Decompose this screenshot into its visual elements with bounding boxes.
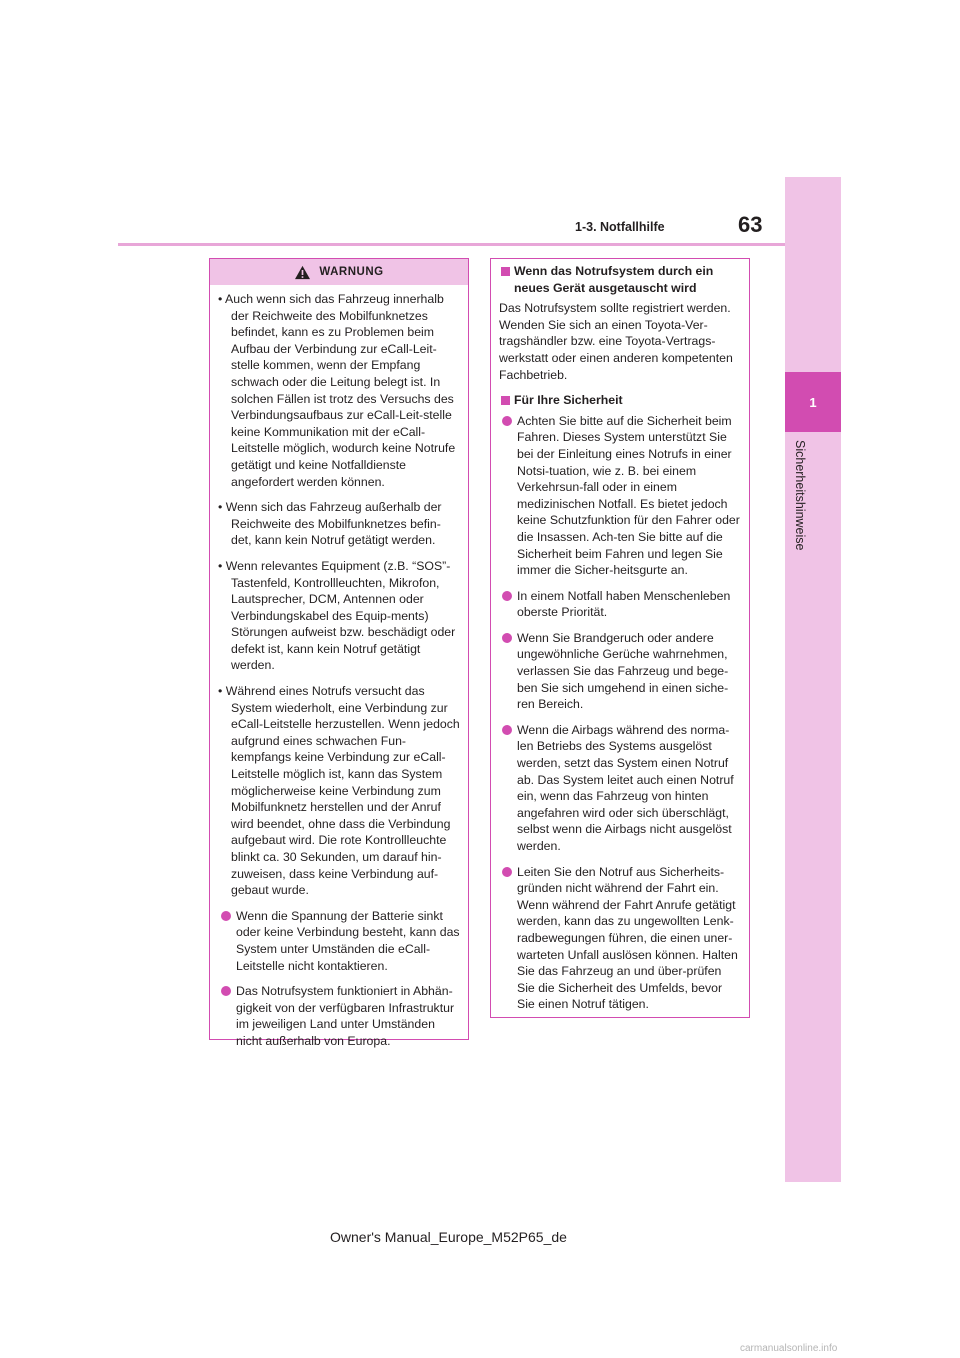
- info-section-heading: Wenn das Notrufsystem durch ein neues Gerät ausgetauscht wird: [499, 263, 740, 296]
- warning-box: [209, 258, 469, 1048]
- warning-dash-item: • Auch wenn sich das Fahrzeug innerhalb der Reichweite des Mobilfunknetzes befindet, kann es zu Problemen beim Aufbau der Verbindung zur eCall-Leit-stelle kommen, wenn der Empfang schwach oder die Leitung belegt ist. In solchen Fällen ist trotz des Versuchs des Verbindungsaufbaus zur eCall-Leit-stelle keine Kommunikation mit der eCall-Leitstelle möglich, wodurch keine Notrufe getätigt und keine Notfalldienste angefordert werden können.: [218, 292, 456, 489]
- info-dot-item: Leiten Sie den Notruf aus Sicherheits-gründen nicht während der Fahrt ein. Wenn während der Fahrt Anrufe getätigt werden, kann das zu ungewollten Lenk-radbewegungen führen, die einen uner-warteten Unfall auslösen können. Halten Sie das Fahrzeug an und über-prüfen Sie die Sicherheit des Umfelds, bevor Sie einen Notruf tätigen.: [499, 864, 740, 1013]
- info-dot-item: Wenn die Airbags während des norma-len Betriebs des Systems ausgelöst werden, setzt das System einen Notruf ab. Das System leitet auch einen Notruf ein, wenn das Fahrzeug von hinten angefahren wird oder sich überschlägt, selbst wenn die Airbags nicht ausgelöst werden.: [499, 722, 740, 855]
- info-box: [490, 258, 750, 1018]
- footer-text: Owner's Manual_Europe_M52P65_de: [330, 1229, 567, 1245]
- info-section-text: Das Notrufsystem sollte registriert werden. Wenden Sie sich an einen Toyota-Ver-tragshändler bzw. eine Toyota-Vertrags-werkstatt oder einen anderen kompetenten Fachbetrieb.: [499, 301, 733, 382]
- page-number: 63: [738, 212, 763, 237]
- warning-title: WARNUNG: [319, 266, 384, 278]
- side-tab-label: Sicherheitshinweise: [793, 440, 807, 551]
- section-title: 1-3. Notfallhilfe: [575, 220, 665, 234]
- header-rule: [118, 243, 785, 246]
- warning-body: [210, 285, 468, 1050]
- info-dot-item: In einem Notfall haben Menschenleben oberste Priorität.: [499, 588, 740, 621]
- side-tab: [785, 177, 841, 1182]
- warning-dash-item: • Wenn relevantes Equipment (z.B. “SOS”-Tastenfeld, Kontrollleuchten, Mikrofon, Lautsprecher, DCM, Antennen oder Verbindungskabel des Equip-ments) Störungen aufweist bzw. beschädigt oder defekt ist, kann kein Notruf getätigt werden.: [218, 558, 456, 673]
- warning-header: [210, 259, 468, 285]
- info-section-heading: Für Ihre Sicherheit: [499, 392, 740, 409]
- warning-dash-item: • Während eines Notrufs versucht das System wiederholt, eine Verbindung zur eCall-Leitstelle herzustellen. Wenn jedoch aufgrund eines schwachen Fun-kempfangs keine Verbindung zur eCall-Leitstelle möglich ist, kann das System möglicherweise keine Verbindung zum Mobilfunknetz herstellen und der Anruf wird beendet, ohne dass die Verbindung aufgebaut wird. Die rote Kontrollleuchte blinkt ca. 30 Sekunden, um darauf hin-zuweisen, dass keine Verbindung auf-gebaut wurde.: [218, 684, 460, 898]
- info-dot-item: Achten Sie bitte auf die Sicherheit beim Fahren. Dieses System unterstützt Sie bei der Einleitung eines Notrufs in einer Notsi-tuation, wie z. B. bei einem Verkehrsun-fall oder in einem medizinischen Notfall. Es bietet jedoch keine Schutzfunktion für den Fahrer oder die Insassen. Ach-ten Sie bitte auf die Sicherheit beim Fahren und legen Sie immer die Sicher-heitsgurte an.: [499, 413, 740, 579]
- warning-dash-item: • Wenn sich das Fahrzeug außerhalb der Reichweite des Mobilfunknetzes befin-det, kann kein Notruf getätigt werden.: [218, 500, 442, 548]
- warning-dot-item: Das Notrufsystem funktioniert in Abhän-gigkeit von der verfügbaren Infrastruktur im jeweiligen Land unter Umständen nicht außerhalb von Europa.: [218, 983, 460, 1049]
- warning-triangle-icon: [294, 265, 311, 280]
- side-tab-number: 1: [785, 372, 841, 432]
- info-dot-item: Wenn Sie Brandgeruch oder andere ungewöhnliche Gerüche wahrnehmen, verlassen Sie das Fahrzeug und bege-ben Sie sich umgehend in einen siche-ren Bereich.: [499, 630, 740, 713]
- watermark: carmanualsonline.info: [740, 1343, 838, 1354]
- warning-dot-item: Wenn die Spannung der Batterie sinkt oder keine Verbindung besteht, kann das System unter Umständen die eCall-Leitstelle nicht kontaktieren.: [218, 908, 460, 974]
